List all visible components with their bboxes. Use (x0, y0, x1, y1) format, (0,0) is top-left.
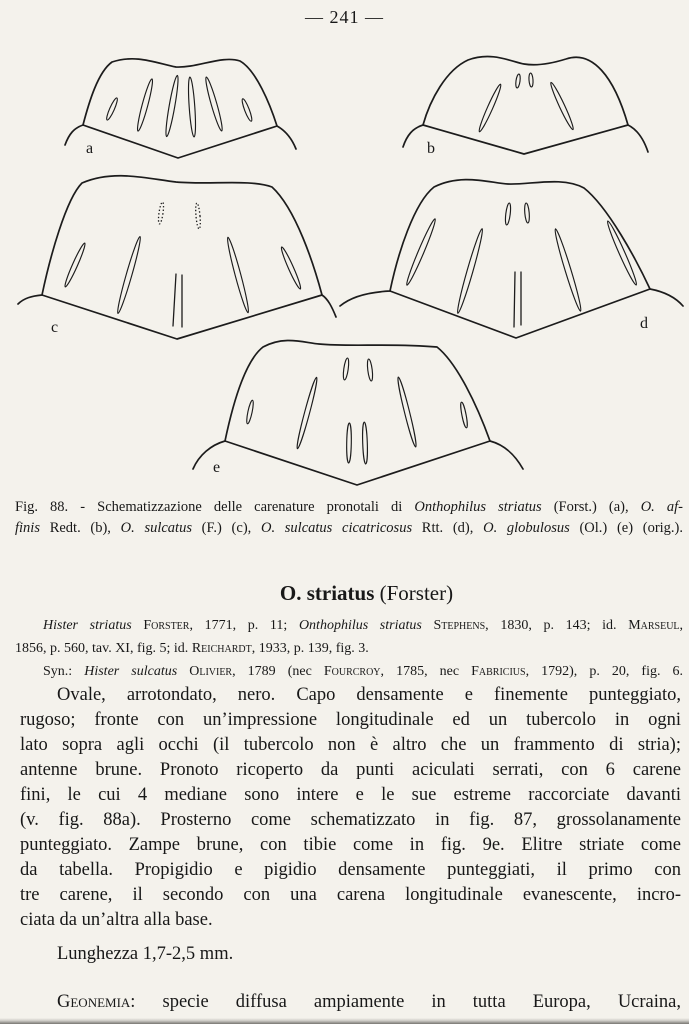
body-line: punteggiato. Zampe brune, con tibie come in fig. 9e. Elitre striate come (20, 835, 681, 855)
pronotum-drawing-c (14, 171, 340, 343)
body-line: antenne brune. Pronoto ricoperto da punti aciculati serrati, con 6 carene (20, 760, 681, 780)
figure-caption (15, 497, 683, 539)
synonymy-line-1: Hister striatus Forster, 1771, p. 11; Onthophilus striatus Stephens, 1830, p. 143; id. Marseul, (43, 618, 683, 633)
figure-label-a: a (86, 140, 94, 157)
synonymy-line-2: 1856, p. 560, tav. XI, fig. 5; id. Reichardt, 1933, p. 139, fig. 3. (15, 641, 369, 656)
synonymy-line-3: Syn.: Hister sulcatus Olivier, 1789 (nec Fourcroy, 1785, nec Fabricius, 1792), p. 20, fig. 6. (43, 664, 683, 679)
figure-label-e: e (213, 459, 221, 476)
caption-line-2: finis Redt. (b), O. sulcatus (F.) (c), O. sulcatus cicatricosus Rtt. (d), O. globulosus (Ol.) (e) (orig.). (15, 520, 683, 536)
body-line: Ovale, arrotondato, nero. Capo densamente e finemente punteggiato, (57, 685, 681, 705)
species-heading: O. striatus (Forster) (279, 581, 454, 605)
page-number: — 241 — (305, 7, 384, 27)
body-line: (v. fig. 88a). Prosterno come schematizzato in fig. 87, grossolanamente (20, 810, 681, 830)
figure-label-d: d (640, 315, 648, 332)
length-line: Lunghezza 1,7-2,5 mm. (57, 944, 234, 964)
body-line: da tabella. Propigidio e pigidio densamente punteggiati, il primo con (20, 860, 681, 880)
geonemia-line: Geonemia: specie diffusa ampiamente in tutta Europa, Ucraina, (57, 992, 681, 1012)
pronotum-drawing-d (338, 175, 688, 341)
scan-edge-shadow (0, 1018, 689, 1024)
synonymy-block (15, 614, 683, 683)
body-line: ciata da un’altra alla base. (20, 910, 213, 930)
pronotum-drawing-a (60, 56, 300, 162)
figure-label-b: b (427, 140, 435, 157)
caption-line-1: Fig. 88. - Schematizzazione delle carenature pronotali di Onthophilus striatus (Forst.) (a), O. af- (15, 499, 683, 515)
body-line: rugoso; fronte con un’impressione longitudinale ed un tubercolo in ogni (20, 710, 681, 730)
pronotum-drawing-b (398, 54, 686, 160)
body-line: fini, le cui 4 mediane sono intere e le sue estreme raccorciate davanti (20, 785, 681, 805)
pronotum-drawing-e (185, 333, 530, 489)
body-line: tre carene, il secondo con una carena longitudinale evanescente, incro- (20, 885, 681, 905)
body-line: lato sopra agli occhi (il tubercolo non è altro che un frammento di stria); (20, 735, 681, 755)
description-paragraph (20, 683, 681, 967)
figure-label-c: c (51, 319, 59, 336)
